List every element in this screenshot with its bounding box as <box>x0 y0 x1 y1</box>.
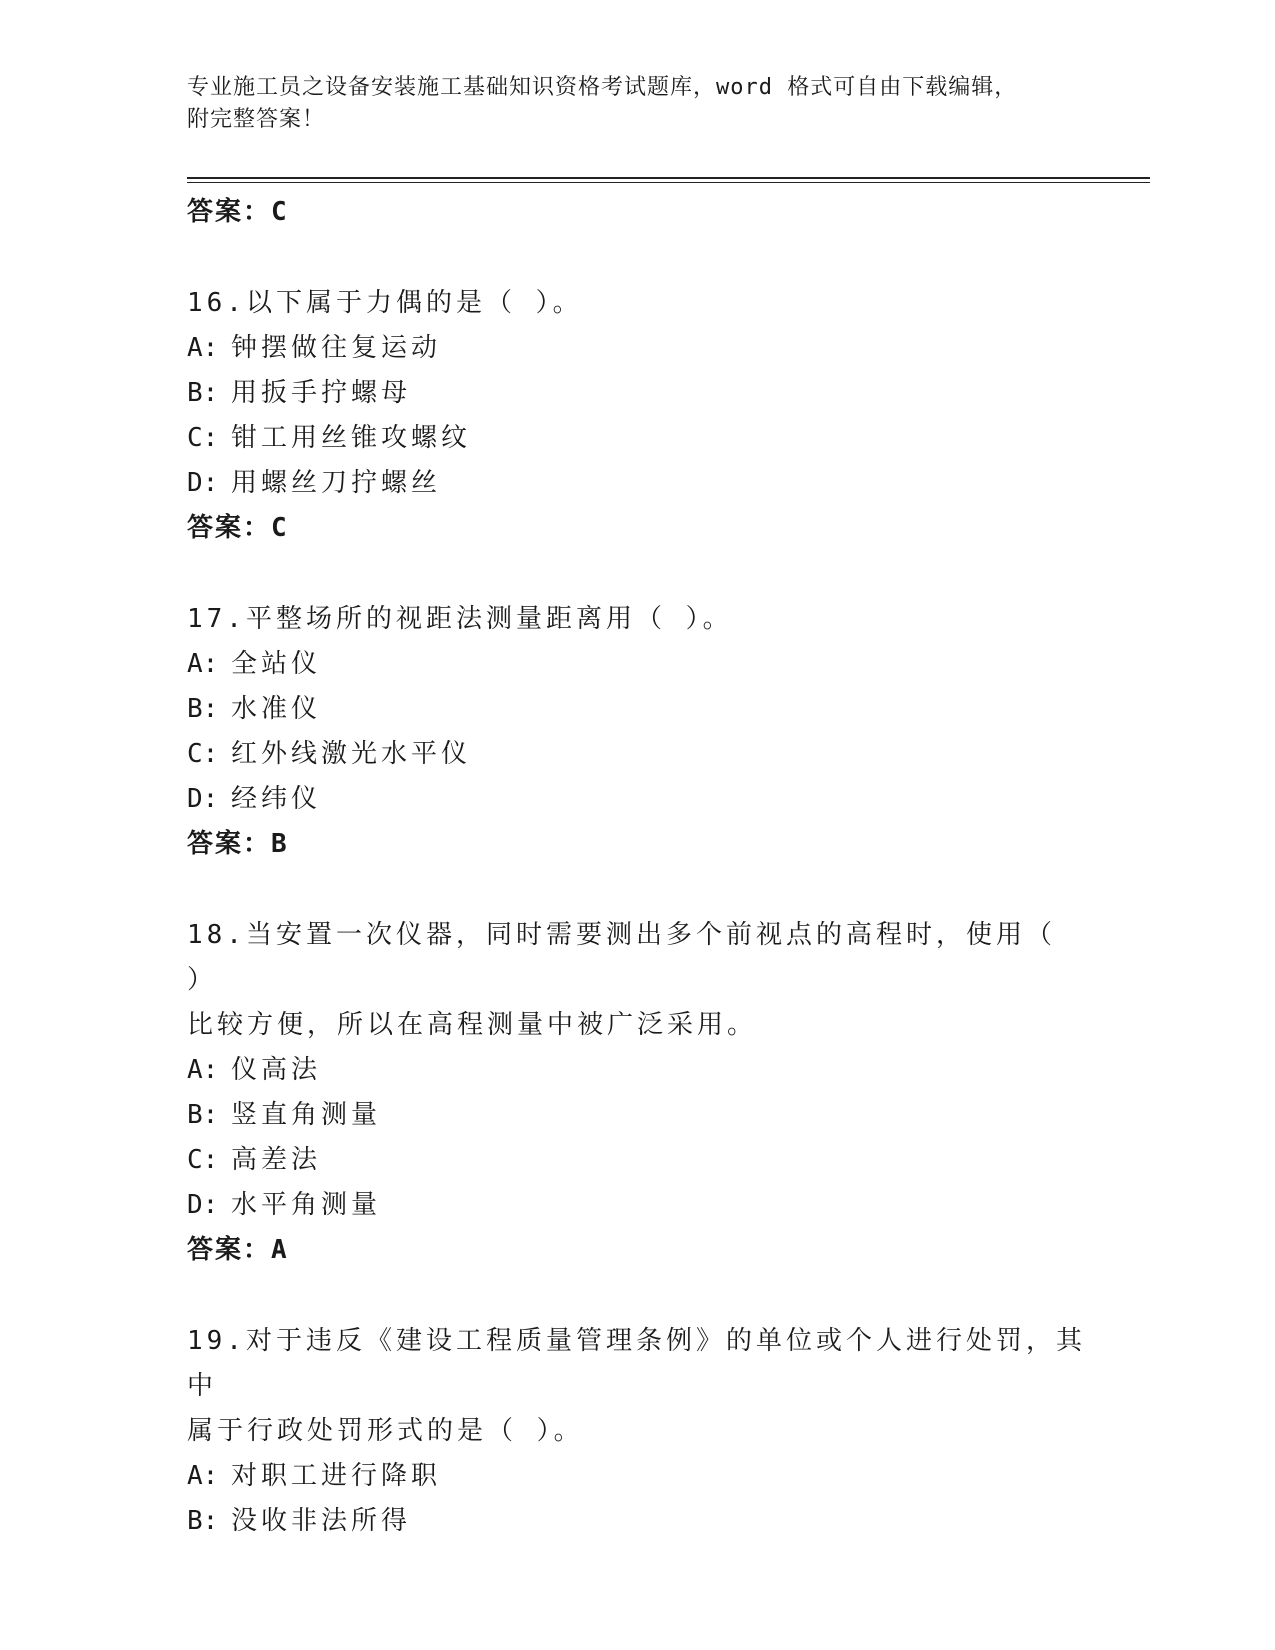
option-item <box>187 732 1087 777</box>
option-key: B: <box>187 378 219 408</box>
option-key: D: <box>187 468 219 498</box>
option-key: A: <box>187 1055 219 1085</box>
option-item <box>187 461 1087 506</box>
document-header <box>187 72 1087 136</box>
answer-line: 答案：A <box>187 1235 289 1265</box>
question-list <box>187 190 1087 1544</box>
option-key: A: <box>187 649 219 679</box>
option-text: 竖直角测量 <box>231 1100 382 1130</box>
question-text: 属于行政处罚形式的是（ ）。 <box>187 1416 584 1446</box>
question-block <box>187 913 1087 1273</box>
header-line-2: 附完整答案！ <box>187 107 326 132</box>
option-text: 对职工进行降职 <box>231 1461 442 1491</box>
option-key: B: <box>187 1100 219 1130</box>
option-text: 红外线激光水平仪 <box>231 739 472 769</box>
header-divider-thin <box>187 182 1150 183</box>
option-key: B: <box>187 694 219 724</box>
option-item <box>187 777 1087 822</box>
questions-container <box>187 281 1087 1544</box>
option-item <box>187 1499 1087 1544</box>
option-item <box>187 326 1087 371</box>
option-item <box>187 1183 1087 1228</box>
option-text: 高差法 <box>231 1145 322 1175</box>
option-key: C: <box>187 1145 219 1175</box>
option-text: 仪高法 <box>231 1055 322 1085</box>
option-text: 全站仪 <box>231 649 322 679</box>
option-key: C: <box>187 739 219 769</box>
option-item <box>187 371 1087 416</box>
option-key: A: <box>187 1461 219 1491</box>
option-item <box>187 687 1087 732</box>
option-text: 没收非法所得 <box>231 1506 412 1536</box>
question-text: 16.以下属于力偶的是（ ）。 <box>187 288 583 318</box>
option-key: C: <box>187 423 219 453</box>
option-item <box>187 1454 1087 1499</box>
question-text: 比较方便，所以在高程测量中被广泛采用。 <box>187 1010 758 1040</box>
option-key: D: <box>187 784 219 814</box>
option-item <box>187 642 1087 687</box>
header-divider <box>187 177 1150 179</box>
answer-line: 答案：B <box>187 829 289 859</box>
option-text: 水准仪 <box>231 694 322 724</box>
question-text: 18.当安置一次仪器，同时需要测出多个前视点的高程时，使用（ ） <box>187 920 1056 995</box>
option-item <box>187 1138 1087 1183</box>
question-block <box>187 597 1087 867</box>
question-block <box>187 281 1087 551</box>
question-text: 17.平整场所的视距法测量距离用（ ）。 <box>187 604 733 634</box>
option-item <box>187 1048 1087 1093</box>
option-text: 用螺丝刀拧螺丝 <box>231 468 442 498</box>
option-key: B: <box>187 1506 219 1536</box>
option-text: 钟摆做往复运动 <box>231 333 442 363</box>
question-block <box>187 1319 1087 1544</box>
answer-line: 答案：C <box>187 513 289 543</box>
option-item <box>187 416 1087 461</box>
option-item <box>187 1093 1087 1138</box>
option-key: A: <box>187 333 219 363</box>
option-key: D: <box>187 1190 219 1220</box>
option-text: 用扳手拧螺母 <box>231 378 412 408</box>
option-text: 水平角测量 <box>231 1190 382 1220</box>
option-text: 经纬仪 <box>231 784 322 814</box>
header-line-1: 专业施工员之设备安装施工基础知识资格考试题库，word 格式可自由下载编辑， <box>187 75 1018 100</box>
option-text: 钳工用丝锥攻螺纹 <box>231 423 472 453</box>
answer-line: 答案：C <box>187 197 289 227</box>
question-text: 19.对于违反《建设工程质量管理条例》的单位或个人进行处罚，其中 <box>187 1326 1086 1401</box>
